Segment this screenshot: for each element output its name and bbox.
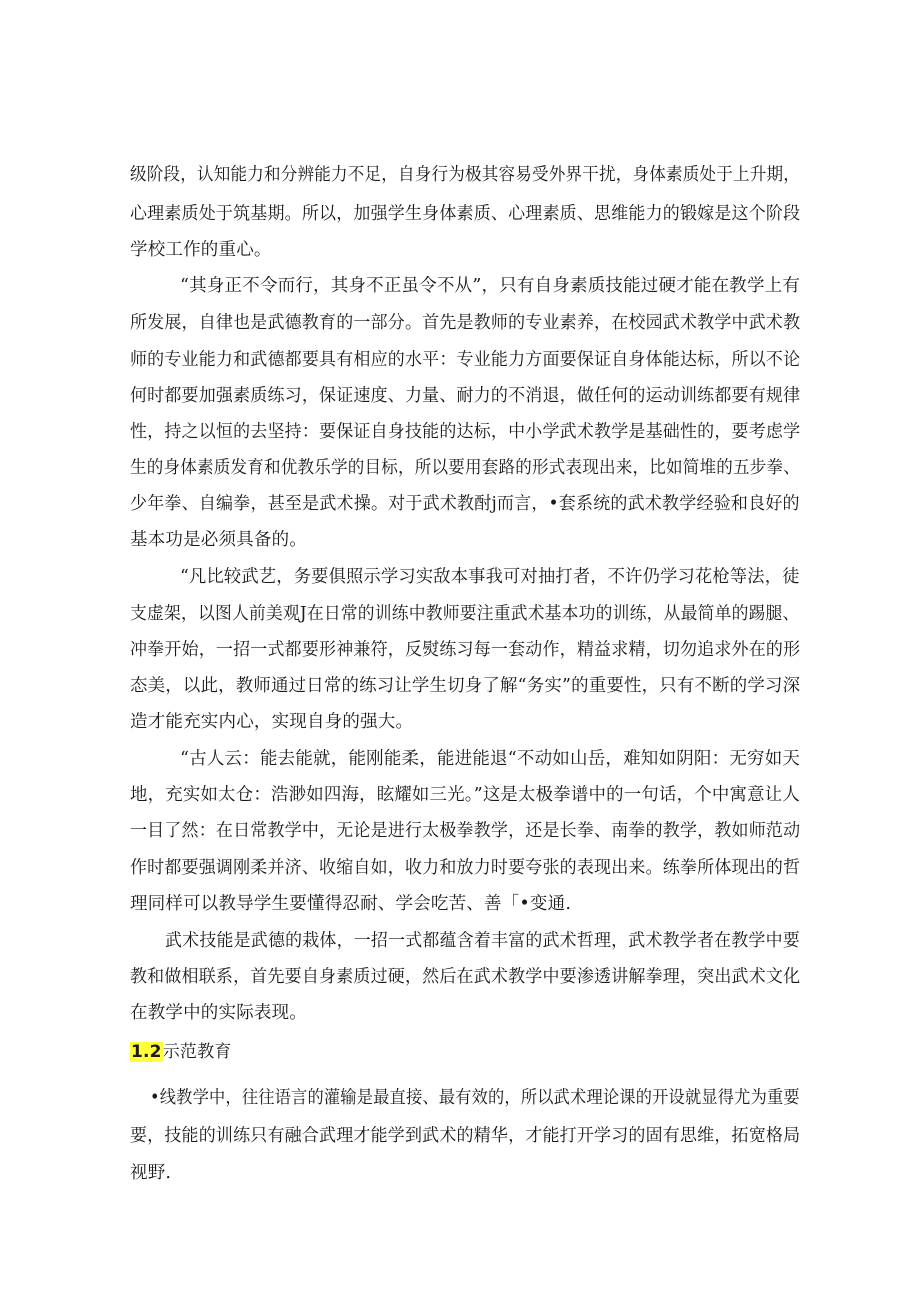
text-line: “古人云：能去能就，能刚能柔，能进能退“不动如山岳，难知如阴阳：无穷如天 <box>180 749 801 769</box>
text-line: 作时都要强调刚柔并济、收缩自如，收力和放力时要夸张的表现出来。练拳所体现出的哲 <box>130 858 801 878</box>
text-line: 视野. <box>130 1163 172 1183</box>
text-line: •线教学中，往往语言的灌输是最直接、最有效的，所以武术理论课的开设就显得尤为重要 <box>150 1088 800 1108</box>
text-line: 学校工作的重心。 <box>130 240 272 260</box>
text-line: 少年拳、自编拳，甚至是武术操。对于武术教酎j而言，•套系统的武术教学经验和良好的 <box>130 494 800 514</box>
text-line: “其身正不令而行，其身不正虽令不从”，只有自身素质技能过硬才能在教学上有 <box>180 276 801 296</box>
text-line: 生的身体素质发育和优教乐学的目标，所以要用套路的形式表现出来，比如简堆的五步拳、 <box>130 458 800 478</box>
text-line: 要，技能的训练只有融合武理才能学到武术的精华，才能打开学习的固有思维，拓宽格局 <box>130 1126 801 1146</box>
text-line: 教和做相联系，首先要自身素质过硬，然后在武术教学中要渗透讲解拳理，突出武术文化 <box>130 967 801 987</box>
section-title: 示范教育 <box>162 1042 232 1062</box>
text-line: 一目了然：在日常教学中，无论是进行太极拳教学，还是长拳、南拳的教学，教如师范动 <box>130 821 801 841</box>
text-line: 基本功是必须具备的。 <box>130 530 307 550</box>
text-line: 所发展，自律也是武德教育的一部分。首先是教师的专业素养，在校园武术教学中武术教 <box>130 313 801 333</box>
text-line: 性，持之以恒的去坚持：要保证自身技能的达标，中小学武术教学是基础性的，要考虑学 <box>130 422 801 442</box>
text-line: 冲拳开始，一招一式都要形神兼符，反熨练习每一套动作，精益求精，切勿追求外在的形 <box>130 640 801 660</box>
text-line: 何时都要加强素质练习，保证速度、力量、耐力的不消退，做任何的运动训练都要有规律 <box>130 386 801 406</box>
text-line: 态美，以此，教师通过日常的练习让学生切身了解“务实”的重要性，只有不断的学习深 <box>130 676 801 696</box>
section-heading <box>130 1041 800 1063</box>
text-line: 支虚架，以图人前美观J在日常的训练中教师要注重武术基本功的训练，从最简单的踢腿、 <box>130 604 800 624</box>
text-line: 理同样可以教导学生要懂得忍耐、学会吃苦、善「•变通. <box>130 894 572 914</box>
section-number: 1.2 <box>131 1042 162 1062</box>
text-line: “凡比较武艺，务要俱照示学习实敌本事我可对抽打者，不许仍学习花枪等法，徒 <box>180 567 800 587</box>
text-line: 师的专业能力和武德都要具有相应的水平：专业能力方面要保证自身体能达标，所以不论 <box>130 350 801 370</box>
text-line: 地，充实如太仓：浩渺如四海，眩耀如三光。”这是太极拳谱中的一句话，个中寓意让人 <box>130 785 800 805</box>
text-line: 心理素质处于筑基期。所以，加强学生身体素质、心理素质、思维能力的锻嫁是这个阶段 <box>130 204 801 224</box>
text-line: 级阶段，认知能力和分辨能力不足，自身行为极其容易受外界干扰，身体素质处于上升期， <box>130 165 800 185</box>
text-line: 造才能充实内心，实现自身的强大。 <box>130 712 414 732</box>
text-line: 在教学中的实际表现。 <box>130 1003 307 1023</box>
text-line: 武术技能是武德的栽体，一招一式都蕴含着丰富的武术哲理，武术教学者在教学中要 <box>165 931 800 951</box>
